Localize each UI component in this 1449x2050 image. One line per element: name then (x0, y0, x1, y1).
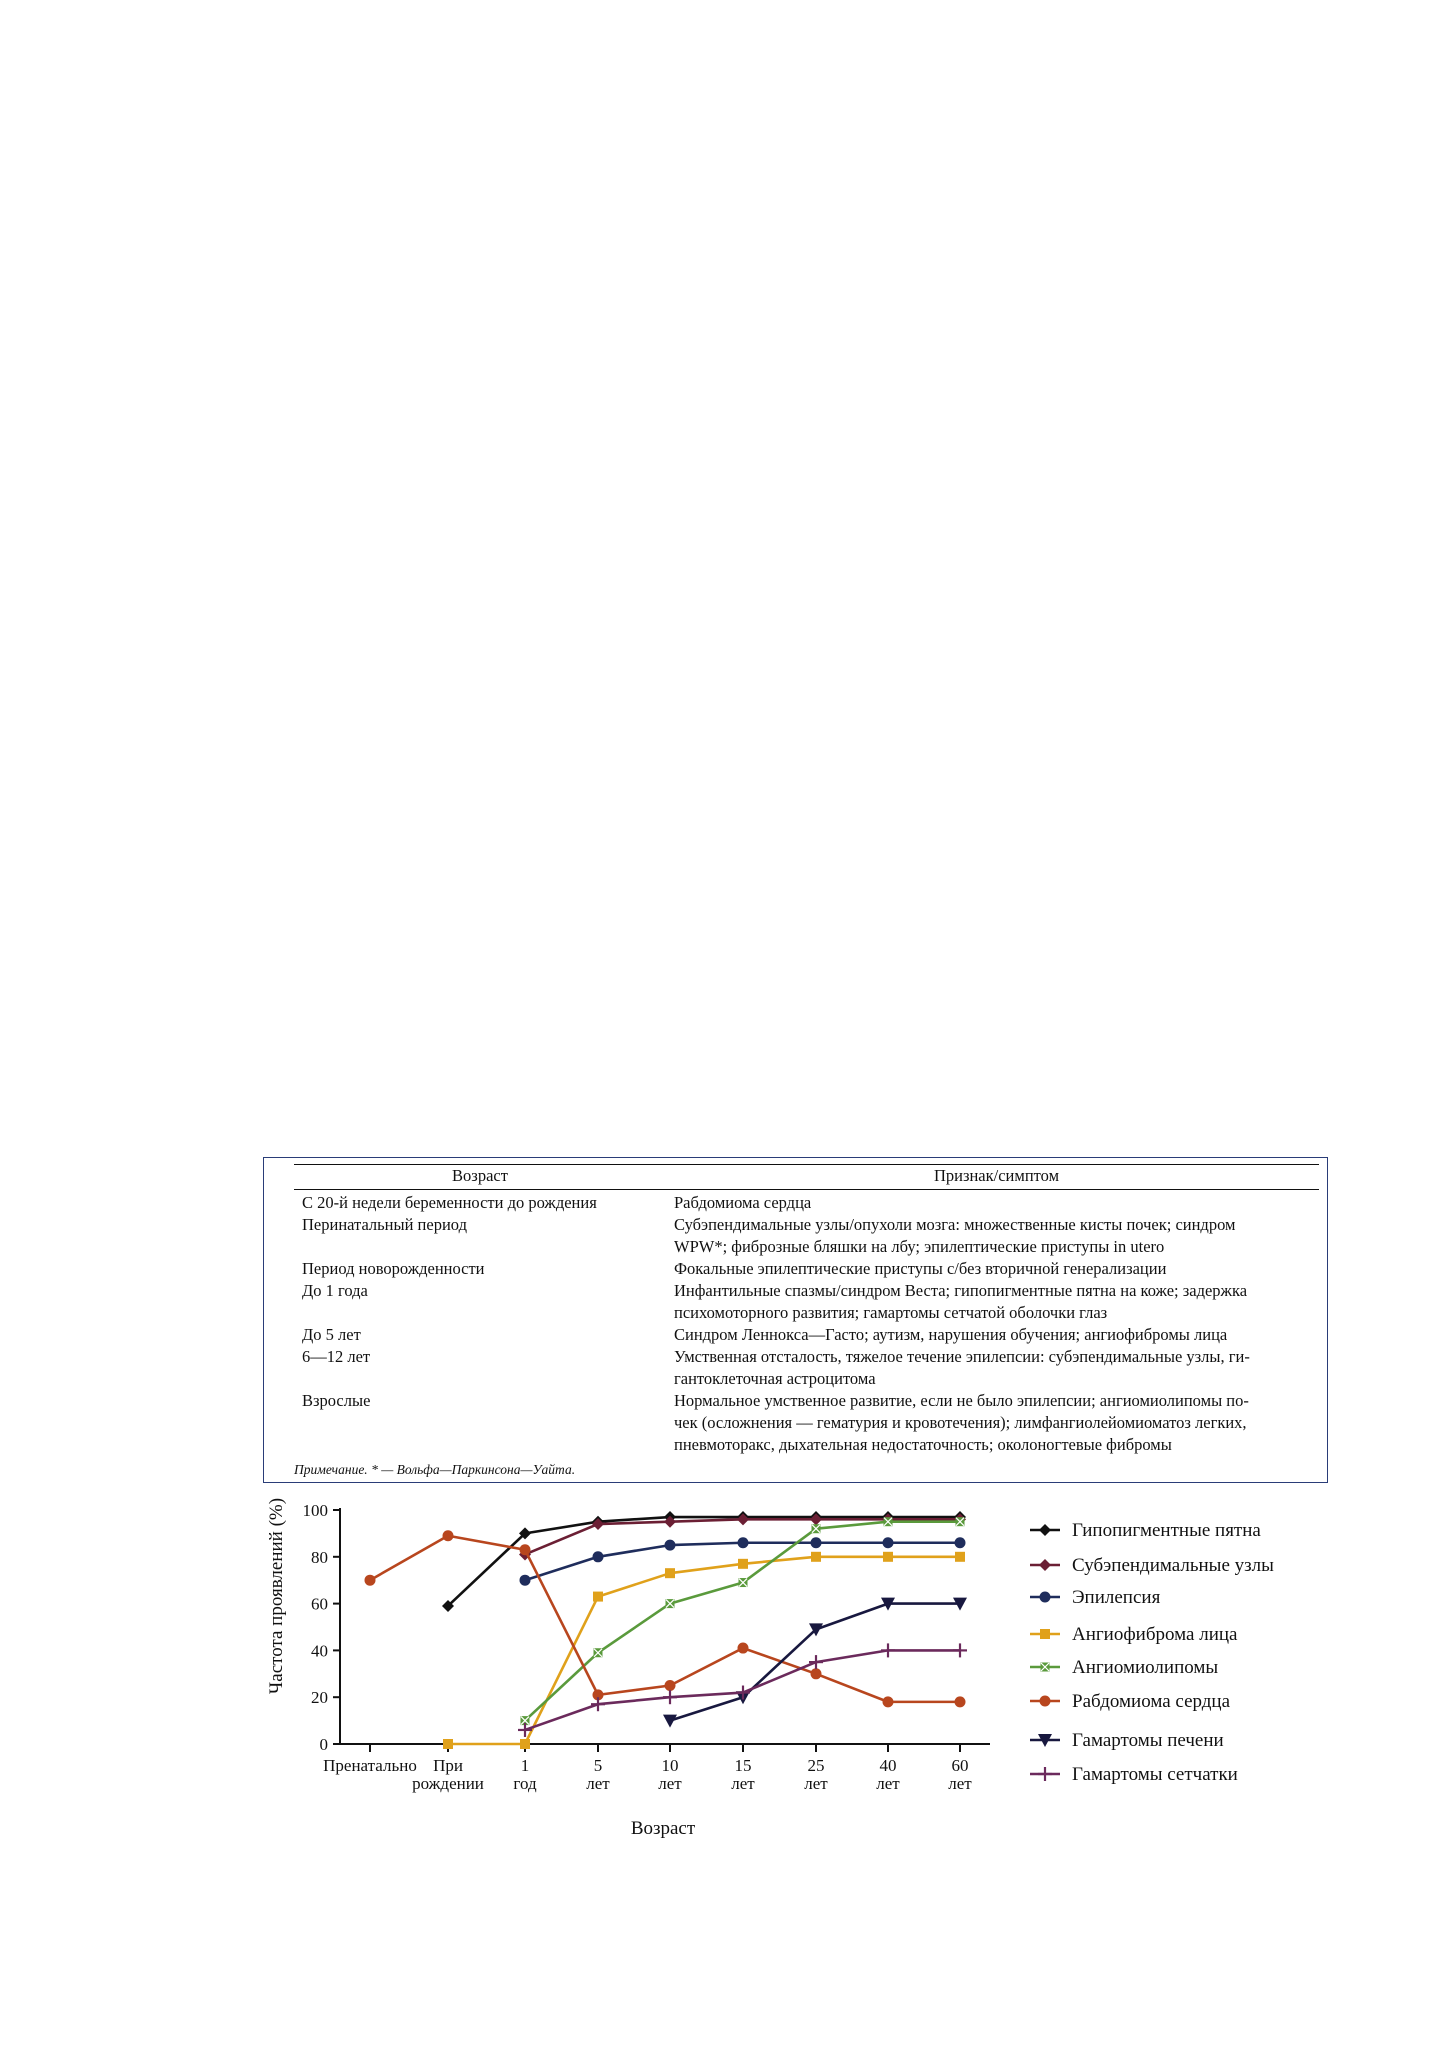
y-tick-label: 60 (311, 1594, 328, 1614)
x-axis-title: Возраст (630, 1818, 696, 1839)
x-tick-label: При (433, 1756, 463, 1775)
data-point (811, 1668, 822, 1679)
symptom-line: Субэпендимальные узлы/опухоли мозга: множественные кисты почек; синдром (674, 1215, 1236, 1234)
table-header-symptom: Признак/симптом (933, 1166, 1060, 1185)
y-tick-label: 100 (302, 1501, 328, 1520)
data-point (1039, 1559, 1051, 1571)
series-line (370, 1536, 960, 1702)
x-tick-label: 10 (661, 1756, 679, 1775)
table-cell-age: 6—12 лет (302, 1347, 371, 1366)
symptom-line: Умственная отсталость, тяжелое течение эпилепсии: субэпендимальные узлы, ги- (674, 1347, 1250, 1366)
data-point (520, 1575, 531, 1586)
chart-legend (1030, 1520, 1274, 1785)
y-tick-label: 80 (311, 1547, 328, 1567)
data-point (739, 1578, 748, 1587)
legend-label: Гамартомы сетчатки (1072, 1764, 1238, 1785)
data-point (443, 1739, 453, 1749)
table-cell-age: Взрослые (302, 1391, 371, 1410)
symptom-line: пневмоторакс, дыхательная недостаточность; околоногтевые фибромы (674, 1435, 1172, 1454)
x-tick-label: 40 (879, 1756, 897, 1775)
table-note-label: Примечание. (294, 1462, 368, 1477)
data-point (955, 1696, 966, 1707)
x-tick-label: 1 (520, 1756, 530, 1775)
table-cell-symptom (674, 1346, 1319, 1390)
symptom-table-inner (294, 1164, 1319, 1480)
x-tick-label: лет (948, 1774, 972, 1793)
x-tick-label: лет (876, 1774, 900, 1793)
table-cell-symptom (674, 1280, 1319, 1324)
legend-label: Рабдомиома сердца (1072, 1691, 1231, 1712)
symptom-line: Нормальное умственное развитие, если не было эпилепсии; ангиомиолипомы по- (674, 1391, 1249, 1410)
symptom-table (263, 1157, 1328, 1483)
y-tick-label: 40 (311, 1641, 328, 1661)
legend-label: Ангиофиброма лица (1072, 1624, 1238, 1645)
y-tick-label: 0 (319, 1735, 328, 1754)
data-point (738, 1559, 748, 1569)
data-point (883, 1696, 894, 1707)
table-cell-symptom (674, 1324, 1319, 1346)
data-point (883, 1537, 894, 1548)
data-point (738, 1643, 749, 1654)
table-cell-age: До 1 года (302, 1281, 368, 1300)
data-point (666, 1599, 675, 1608)
symptom-line: чек (осложнения — гематурия и кровотечения); лимфангиолейомиоматоз легких, (674, 1413, 1247, 1432)
table-cell-age: Период новорожденности (302, 1259, 485, 1278)
table-cell-symptom (674, 1390, 1319, 1456)
data-point (956, 1517, 965, 1526)
x-tick-label: год (513, 1774, 537, 1793)
data-point (955, 1537, 966, 1548)
legend-item (1030, 1624, 1238, 1645)
data-point (737, 1513, 749, 1525)
legend-label: Гамартомы печени (1072, 1730, 1224, 1751)
data-point (443, 1530, 454, 1541)
legend-item (1030, 1764, 1238, 1785)
legend-item (1030, 1587, 1161, 1608)
data-point (809, 1655, 823, 1669)
data-point (810, 1513, 822, 1525)
table-header-rule (294, 1189, 1319, 1190)
table-cell-symptom (674, 1258, 1319, 1280)
data-point (811, 1537, 822, 1548)
data-point (663, 1715, 677, 1728)
table-cell-age: Перинатальный период (302, 1215, 467, 1234)
data-point (1038, 1767, 1052, 1781)
x-tick-label: Пренатально (323, 1756, 417, 1775)
data-point (594, 1648, 603, 1657)
table-cell-symptom (674, 1214, 1319, 1258)
symptom-line: Инфантильные спазмы/синдром Веста; гипопигментные пятна на коже; задержка (674, 1281, 1248, 1300)
data-point (1040, 1629, 1050, 1639)
table-header-age: Возраст (452, 1166, 508, 1185)
data-point (955, 1552, 965, 1562)
table-cell-age: С 20-й недели беременности до рождения (302, 1193, 597, 1212)
data-point (592, 1518, 604, 1530)
legend-label: Ангиомиолипомы (1072, 1657, 1219, 1678)
legend-item (1030, 1657, 1218, 1678)
data-point (593, 1551, 604, 1562)
data-point (812, 1524, 821, 1533)
y-tick-label: 20 (311, 1688, 328, 1708)
symptom-line: психомоторного развития; гамартомы сетчатой оболочки глаз (674, 1303, 1108, 1322)
x-tick-label: лет (731, 1774, 755, 1793)
data-point (1040, 1696, 1051, 1707)
series-8 (518, 1643, 967, 1737)
legend-label: Эпилепсия (1072, 1587, 1161, 1608)
x-tick-label: лет (804, 1774, 828, 1793)
table-note-text: * — Вольфа—Паркинсона—Уайта. (371, 1462, 576, 1477)
data-point (953, 1643, 967, 1657)
data-point (1041, 1663, 1050, 1672)
table-top-rule (294, 1164, 1319, 1165)
data-point (884, 1517, 893, 1526)
data-point (663, 1690, 677, 1704)
legend-item (1030, 1555, 1274, 1576)
symptom-line: WPW*; фиброзные бляшки на лбу; эпилептические приступы in utero (674, 1237, 1165, 1256)
x-tick-label: 15 (734, 1756, 752, 1775)
table-header-row (294, 1166, 1319, 1188)
symptom-line: Фокальные эпилептические приступы с/без вторичной генерализации (674, 1259, 1167, 1278)
data-point (883, 1552, 893, 1562)
data-point (520, 1739, 530, 1749)
data-point (811, 1552, 821, 1562)
data-point (665, 1568, 675, 1578)
data-point (665, 1540, 676, 1551)
data-point (365, 1575, 376, 1586)
x-tick-label: 25 (807, 1756, 825, 1775)
data-point (881, 1643, 895, 1657)
table-cell-symptom (674, 1192, 1319, 1214)
data-point (1040, 1592, 1051, 1603)
chart-series (365, 1511, 968, 1749)
x-tick-label: 60 (951, 1756, 969, 1775)
symptom-frequency-chart (260, 1490, 1280, 1850)
legend-label: Гипопигментные пятна (1072, 1520, 1261, 1541)
data-point (1039, 1524, 1051, 1536)
x-tick-label: лет (658, 1774, 682, 1793)
table-note (294, 1462, 575, 1478)
data-point (520, 1544, 531, 1555)
x-tick-label: 5 (593, 1756, 603, 1775)
legend-item (1030, 1520, 1261, 1541)
table-cell-age: До 5 лет (302, 1325, 361, 1344)
data-point (593, 1592, 603, 1602)
data-point (591, 1697, 605, 1711)
x-tick-label: лет (586, 1774, 610, 1793)
symptom-line: Синдром Леннокса—Гасто; аутизм, нарушения обучения; ангиофибромы лица (674, 1325, 1228, 1344)
x-tick-label: рождении (412, 1774, 484, 1793)
symptom-line: Рабдомиома сердца (674, 1193, 812, 1212)
data-point (738, 1537, 749, 1548)
data-point (665, 1680, 676, 1691)
legend-item (1030, 1730, 1224, 1751)
legend-label: Субэпендимальные узлы (1072, 1555, 1274, 1576)
symptom-line: гантоклеточная астроцитома (674, 1369, 876, 1388)
y-axis-title: Частота проявлений (%) (266, 1497, 287, 1695)
legend-item (1030, 1691, 1231, 1712)
